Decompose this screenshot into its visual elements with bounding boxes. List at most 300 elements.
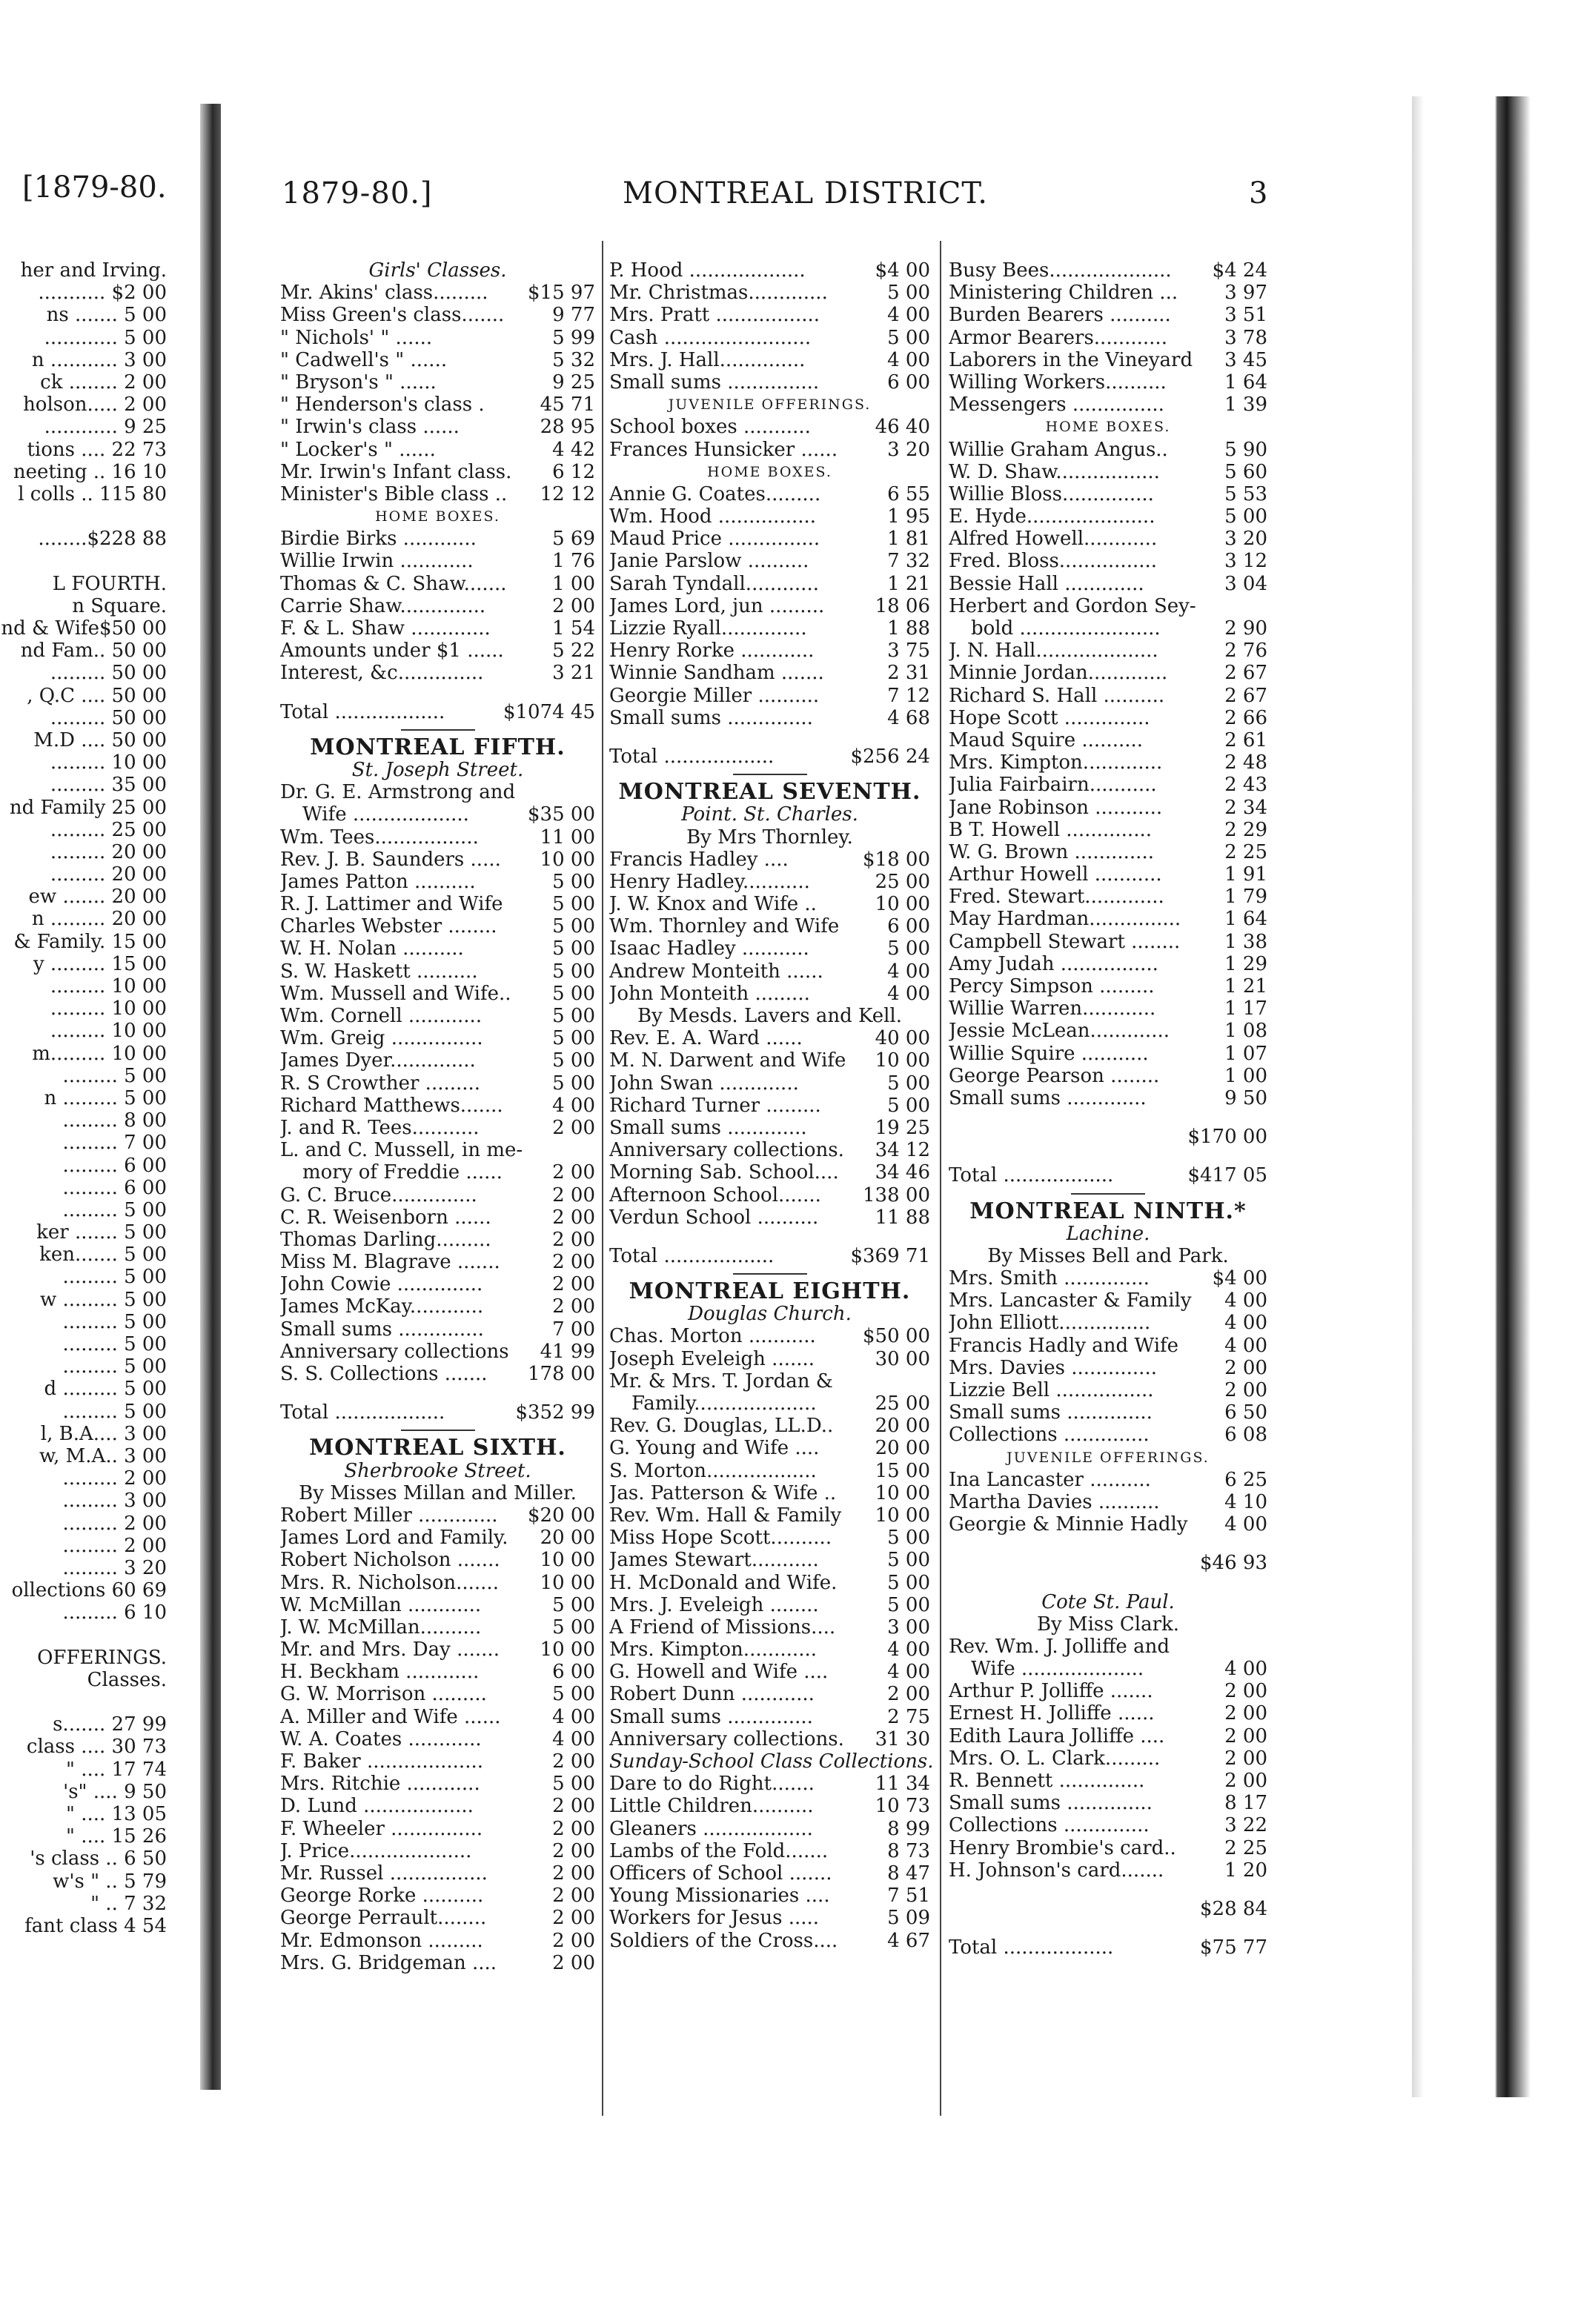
entry-name: Henry Rorke ............ [609, 640, 815, 663]
page-number: 3 [1249, 176, 1269, 210]
entry-row [280, 573, 595, 595]
entry-name: Alfred Howell............ [949, 528, 1158, 551]
entry-row [609, 1840, 930, 1862]
left-page-line: l, B.A.... 3 00 [40, 1422, 167, 1445]
left-page-line: nd Family 25 00 [9, 796, 167, 819]
entry-row [280, 1907, 595, 1929]
entry-amount: 2 25 [1224, 1836, 1267, 1859]
section-rule [733, 1273, 807, 1275]
entry-amount: 2 00 [552, 594, 595, 617]
entry-row [609, 685, 930, 707]
entry-amount: 1 64 [1224, 371, 1267, 394]
entry-row [949, 304, 1267, 326]
entry-amount: 2 00 [1224, 1770, 1267, 1792]
entry-amount: 4 00 [1224, 1289, 1267, 1312]
entry-row [949, 1814, 1267, 1836]
entry-name: Mrs. Davies .............. [949, 1356, 1157, 1379]
entry-row [949, 640, 1267, 662]
entry-name: May Hardman............... [949, 908, 1181, 931]
entry-name: James McKay............ [280, 1295, 484, 1318]
entry-name: Mr. and Mrs. Day ....... [280, 1639, 500, 1661]
entry-name: G. W. Morrison ......... [280, 1683, 487, 1706]
left-page-line: n Square. [72, 594, 167, 617]
left-page-line [0, 1624, 167, 1646]
entry-amount: 2 48 [1224, 751, 1267, 774]
entry-row [609, 1392, 930, 1415]
entry-name: Burden Bearers .......... [949, 304, 1171, 327]
entry-amount: 2 00 [552, 1206, 595, 1229]
entry-row [609, 550, 930, 572]
entry-name: Mrs. G. Bridgeman .... [280, 1951, 497, 1974]
left-page-fragment [0, 111, 200, 2082]
entry-row [609, 304, 930, 326]
entry-row [949, 1043, 1267, 1065]
entry-row [609, 1117, 930, 1139]
left-page-line: y ......... 15 00 [33, 952, 167, 975]
entry-row [280, 416, 595, 438]
entry-row [280, 304, 595, 326]
entry-row [949, 1725, 1267, 1747]
spacer [949, 1109, 1267, 1126]
left-page-line: OFFERINGS. [37, 1646, 167, 1669]
total-row [609, 1245, 930, 1267]
entry-amount: 1 79 [1224, 886, 1267, 909]
entry-name: G. Howell and Wife .... [609, 1661, 829, 1684]
entry-amount: 9 50 [1224, 1086, 1267, 1109]
section-subtitle: St. Joseph Street. [351, 758, 524, 781]
entry-amount: 6 00 [552, 1661, 595, 1684]
entry-amount: 2 00 [552, 1839, 595, 1862]
entry-name: A. Miller and Wife ...... [280, 1705, 501, 1728]
entry-name-continued: Rev. Wm. J. Jolliffe and [949, 1635, 1170, 1658]
entry-amount: 2 00 [1224, 1680, 1267, 1703]
entry-amount: 20 00 [540, 1527, 595, 1550]
entry-row [280, 1728, 595, 1750]
entry-row [280, 1661, 595, 1683]
entry-amount: $15 97 [528, 282, 595, 305]
entry-amount: 2 00 [1224, 1747, 1267, 1770]
entry-row [280, 1318, 595, 1341]
entry-amount: 20 00 [875, 1415, 930, 1438]
left-page-line: ......... 3 20 [62, 1556, 167, 1579]
entry-amount: 1 00 [1224, 1064, 1267, 1087]
entry-name: W. McMillan ............ [280, 1593, 482, 1616]
entry-amount: 5 00 [552, 1049, 595, 1072]
entry-row [609, 849, 930, 871]
entry-amount: 11 88 [875, 1206, 930, 1229]
entry-amount: 2 66 [1224, 706, 1267, 729]
entry-name: Campbell Stewart ........ [949, 930, 1181, 953]
entry-amount: 7 32 [887, 550, 930, 573]
entry-name: Maud Price ............... [609, 528, 820, 551]
entry-row [949, 528, 1267, 550]
entry-name: Richard Matthews....... [280, 1094, 503, 1117]
entry-row [280, 1840, 595, 1862]
entry-amount: 2 25 [1224, 840, 1267, 863]
entry-name: Jessie McLean............. [949, 1020, 1170, 1043]
entry-row [609, 707, 930, 729]
entry-amount: 2 31 [887, 662, 930, 685]
entry-amount: 3 22 [1224, 1814, 1267, 1837]
entry-name: Mrs. Kimpton............ [609, 1639, 817, 1661]
entry-row [949, 908, 1267, 930]
entry-row [949, 662, 1267, 684]
entry-row [949, 841, 1267, 863]
entry-row [280, 640, 595, 662]
left-page-text [0, 259, 167, 1937]
total-row [609, 746, 930, 768]
entry-row [609, 439, 930, 461]
left-page-line [0, 505, 167, 528]
left-page-line: w ......... 5 00 [39, 1288, 167, 1311]
entry-amount: 4 00 [1224, 1513, 1267, 1536]
entry-name: Total .................. [609, 1244, 775, 1267]
entry-amount: 6 12 [552, 460, 595, 483]
entry-name: W. H. Nolan .......... [280, 937, 464, 960]
entry-name: George Perrault........ [280, 1907, 487, 1930]
left-page-line: & Family. 15 00 [13, 930, 167, 953]
entry-amount: 1 91 [1224, 863, 1267, 886]
entry-row [280, 937, 595, 960]
entry-amount: 8 47 [887, 1862, 930, 1885]
entry-name: Mr. Christmas............. [609, 282, 828, 305]
entry-name: Jas. Patterson & Wife .. [609, 1481, 837, 1504]
entry-name: F. Baker ................... [280, 1750, 483, 1773]
entry-name: Wife .................... [971, 1658, 1144, 1681]
entry-name: Francis Hadley .... [609, 848, 789, 871]
entry-row [280, 371, 595, 394]
entry-row [280, 1616, 595, 1639]
entry-row [609, 1862, 930, 1885]
left-page-line [0, 1691, 167, 1713]
entry-name: F. & L. Shaw ............. [280, 617, 491, 640]
entry-amount: 5 99 [552, 326, 595, 349]
entry-name: Mr. Russel ................ [280, 1862, 488, 1885]
entry-amount: 5 00 [552, 870, 595, 893]
entry-name: G. Young and Wife .... [609, 1437, 820, 1460]
spacer [609, 1229, 930, 1245]
entry-row [609, 1572, 930, 1594]
entry-row [280, 871, 595, 893]
entry-amount: 15 00 [875, 1459, 930, 1482]
entry-amount: 46 40 [875, 416, 930, 439]
column-2 [609, 259, 934, 1952]
section-subtitle: By Miss Clark. [1036, 1613, 1180, 1636]
total-row [949, 1936, 1267, 1959]
left-page-line: ......... 5 00 [62, 1266, 167, 1289]
left-page-line: ......... 8 00 [62, 1109, 167, 1132]
entry-name: Mrs. Ritchie ............ [280, 1773, 480, 1796]
entry-name: Arthur Howell ........... [949, 863, 1162, 886]
entry-name: Carrie Shaw.............. [280, 594, 486, 617]
entry-row [280, 282, 595, 304]
entry-row [609, 1027, 930, 1049]
entry-row [949, 1513, 1267, 1536]
entry-row [280, 1229, 595, 1251]
entry-name: James Stewart........... [609, 1549, 819, 1572]
entry-amount: 6 00 [887, 915, 930, 938]
entry-row [280, 1251, 595, 1273]
entry-amount: 2 00 [1224, 1356, 1267, 1379]
left-page-line: ......... 10 00 [50, 975, 167, 997]
entry-amount: 2 00 [552, 1907, 595, 1930]
entry-name: Ernest H. Jolliffe ...... [949, 1702, 1155, 1725]
entry-row [949, 617, 1267, 640]
entry-amount: 2 76 [1224, 640, 1267, 663]
entry-amount: 18 06 [875, 594, 930, 617]
left-page-line: ......... 5 00 [62, 1198, 167, 1221]
entry-row [280, 1572, 595, 1594]
left-page-line: ......... 5 00 [62, 1355, 167, 1378]
entry-name-continued: L. and C. Mussell, in me- [280, 1139, 523, 1162]
entry-amount: 3 75 [887, 640, 930, 663]
entry-amount: 3 12 [1224, 550, 1267, 573]
entry-name: Janie Parslow .......... [609, 550, 809, 573]
entry-row [280, 1885, 595, 1907]
entry-row [609, 1818, 930, 1840]
entry-amount: 10 00 [875, 893, 930, 916]
left-page-line: ............ 5 00 [44, 326, 167, 349]
entry-amount: $369 71 [850, 1244, 930, 1267]
entry-row [609, 915, 930, 937]
entry-amount: 6 50 [1224, 1401, 1267, 1424]
entry-name: Soldiers of the Cross.... [609, 1929, 838, 1952]
entry-amount: $1074 45 [503, 700, 595, 723]
section-subtitle: By Misses Millan and Miller. [299, 1481, 577, 1504]
left-page-line: ........$228 88 [38, 528, 167, 551]
entry-row [280, 1184, 595, 1206]
entry-amount: 5 00 [887, 937, 930, 960]
entry-row [609, 617, 930, 640]
entry-amount: 1 81 [887, 528, 930, 551]
entry-amount: 5 00 [552, 1683, 595, 1706]
left-page-line: M.D .... 50 00 [33, 728, 167, 751]
entry-row [949, 327, 1267, 349]
entry-name: Small sums ............... [609, 371, 820, 394]
total-row [280, 701, 595, 723]
entry-name: John Elliott............... [949, 1312, 1151, 1335]
entry-amount: 2 00 [552, 1929, 595, 1952]
entry-row [280, 1504, 595, 1527]
entry-amount: 1 38 [1224, 930, 1267, 953]
entry-name: P. Hood ................... [609, 259, 806, 282]
page-title: MONTREAL DISTRICT. [623, 176, 988, 210]
entry-amount: 10 00 [540, 1549, 595, 1572]
entry-amount: 2 67 [1224, 684, 1267, 707]
entry-amount: 6 00 [887, 371, 930, 394]
entry-row [609, 1616, 930, 1639]
left-page-line: 's class .. 6 50 [30, 1847, 167, 1870]
entry-name: Small sums .............. [949, 1792, 1153, 1815]
entry-name: Charles Webster ........ [280, 915, 497, 938]
entry-row [280, 1117, 595, 1139]
entry-name: Fred. Bloss................ [949, 550, 1158, 573]
entry-name: Total .................. [280, 700, 445, 723]
entry-name: Richard S. Hall .......... [949, 684, 1165, 707]
entry-name: S. Morton.................. [609, 1459, 817, 1482]
left-page-line: " .... 15 26 [66, 1825, 167, 1848]
entry-row [609, 1661, 930, 1683]
entry-row [609, 595, 930, 617]
entry-name: Percy Simpson ......... [949, 975, 1155, 997]
entry-amount: 1 39 [1224, 394, 1267, 416]
entry-amount: 5 00 [887, 282, 930, 305]
left-page-line: neeting .. 16 10 [13, 460, 167, 483]
section-rule [401, 1430, 475, 1431]
spacer [280, 685, 595, 701]
entry-amount: 1 07 [1224, 1042, 1267, 1065]
entry-row [609, 416, 930, 438]
entry-row [949, 797, 1267, 819]
entry-row [949, 997, 1267, 1020]
entry-name: Martha Davies .......... [949, 1490, 1160, 1513]
entry-row [609, 1072, 930, 1095]
entry-row [280, 1005, 595, 1027]
entry-row [609, 327, 930, 349]
entry-amount: 11 34 [875, 1773, 930, 1796]
entry-amount: 4 00 [552, 1705, 595, 1728]
entry-amount: 3 21 [552, 662, 595, 685]
section-subtitle: Sunday-School Class Collections. [609, 1750, 934, 1773]
entry-name: Minnie Jordan............. [949, 662, 1168, 685]
left-page-line: ......... 50 00 [50, 706, 167, 729]
entry-row [280, 483, 595, 505]
spacer [949, 1536, 1267, 1552]
entry-name: Isaac Hadley ........... [609, 937, 809, 960]
entry-row [609, 505, 930, 528]
left-page-line: ............ 9 25 [44, 416, 167, 439]
entry-row [949, 1702, 1267, 1724]
left-page-line: m......... 10 00 [32, 1042, 167, 1065]
entry-name: Maud Squire .......... [949, 728, 1144, 751]
entry-row [949, 1658, 1267, 1680]
entry-name: Anniversary collections. [609, 1727, 844, 1750]
left-page-line: s....... 27 99 [53, 1713, 167, 1736]
entry-name: Mrs. O. L. Clark......... [949, 1747, 1161, 1770]
entry-row [280, 1273, 595, 1295]
entry-name: R. Bennett .............. [949, 1770, 1145, 1792]
entry-amount: 178 00 [528, 1363, 595, 1385]
entry-amount: 7 00 [552, 1318, 595, 1341]
entry-row [609, 1161, 930, 1183]
entry-row [609, 371, 930, 394]
entry-amount: 5 53 [1224, 482, 1267, 505]
left-page-line: ......... 3 00 [62, 1490, 167, 1513]
entry-amount: 5 00 [552, 1005, 595, 1027]
entry-row [949, 282, 1267, 304]
left-page-line: ......... 5 00 [62, 1310, 167, 1333]
entry-name: J. and R. Tees........... [280, 1116, 480, 1139]
entry-name: James Patton .......... [280, 870, 476, 893]
entry-amount: 31 30 [875, 1727, 930, 1750]
entry-row [609, 871, 930, 893]
entry-row [280, 893, 595, 915]
entry-row [609, 1348, 930, 1370]
left-page-line: ......... 25 00 [50, 818, 167, 841]
entry-name: John Cowie .............. [280, 1273, 483, 1296]
column-divider [940, 241, 941, 2116]
entry-name [949, 1552, 1196, 1574]
left-page-line: tions .... 22 73 [27, 438, 167, 461]
section-heading: MONTREAL NINTH.* [969, 1198, 1247, 1224]
entry-name: Wife ................... [302, 803, 469, 826]
entry-row [949, 1770, 1267, 1792]
entry-amount: 2 61 [1224, 728, 1267, 751]
entry-amount: $4 00 [1212, 1267, 1267, 1290]
left-page-line: ns ....... 5 00 [46, 304, 167, 327]
entry-name: Chas. Morton ........... [609, 1325, 816, 1348]
left-page-line: 's" .... 9 50 [63, 1780, 167, 1803]
entry-name: Cash ........................ [609, 326, 812, 349]
entry-name: John Monteith ......... [609, 982, 810, 1005]
entry-row [949, 1357, 1267, 1379]
entry-amount: 5 22 [552, 640, 595, 663]
subsection-label: JUVENILE OFFERINGS. [668, 396, 872, 414]
left-page-line: n ......... 5 00 [44, 1086, 167, 1109]
entry-row [949, 505, 1267, 528]
entry-name: Small sums ............. [609, 1116, 807, 1139]
entry-row [609, 259, 930, 282]
entry-row [609, 573, 930, 595]
entry-name: Willie Bloss............... [949, 482, 1154, 505]
entry-row [280, 550, 595, 572]
entry-name: Little Children.......... [609, 1795, 814, 1818]
entry-name: Henry Hadley........... [609, 870, 810, 893]
entry-row [949, 886, 1267, 908]
entry-name: Mrs. R. Nicholson....... [280, 1571, 499, 1594]
left-page-line: ollections 60 69 [11, 1579, 167, 1602]
entry-name: John Swan ............. [609, 1072, 799, 1095]
left-page-line: ......... 2 00 [62, 1467, 167, 1490]
entry-row [609, 937, 930, 960]
left-page-line: " .. 7 32 [90, 1892, 167, 1915]
entry-row [949, 1267, 1267, 1289]
section-subtitle: By Misses Bell and Park. [987, 1244, 1229, 1267]
column-3 [949, 259, 1267, 1959]
spacer [949, 1882, 1267, 1898]
left-page-line: " .... 13 05 [66, 1802, 167, 1825]
entry-amount: 3 00 [887, 1616, 930, 1639]
entry-amount: 1 08 [1224, 1020, 1267, 1043]
entry-name: Young Missionaries .... [609, 1885, 830, 1908]
entry-row [949, 1087, 1267, 1109]
entry-amount: 40 00 [875, 1027, 930, 1050]
entry-row [949, 483, 1267, 505]
entry-name: Small sums .............. [949, 1401, 1153, 1424]
entry-amount: 5 60 [1224, 460, 1267, 483]
total-row [949, 1164, 1267, 1186]
entry-name: Mrs. J. Hall.............. [609, 348, 806, 371]
section-subtitle: Point. St. Charles. [681, 803, 858, 826]
entry-amount: 9 25 [552, 371, 595, 394]
left-page-line: ......... 20 00 [50, 840, 167, 863]
entry-row [949, 394, 1267, 416]
entry-amount: 4 00 [1224, 1334, 1267, 1357]
entry-name: " Henderson's class . [280, 394, 485, 416]
entry-name: George Pearson ........ [949, 1064, 1160, 1087]
entry-row [609, 1795, 930, 1817]
entry-amount: 10 00 [540, 1571, 595, 1594]
entry-name: Willie Warren............ [949, 997, 1156, 1020]
entry-row [609, 483, 930, 505]
entry-row [949, 1065, 1267, 1087]
left-page-line: w, M.A.. 3 00 [39, 1444, 167, 1467]
entry-name: Wm. Thornley and Wife [609, 915, 840, 938]
entry-row [280, 1683, 595, 1705]
entry-name: Robert Miller ............. [280, 1504, 498, 1527]
entry-amount: 2 00 [552, 1951, 595, 1974]
entry-amount: 2 00 [552, 1750, 595, 1773]
